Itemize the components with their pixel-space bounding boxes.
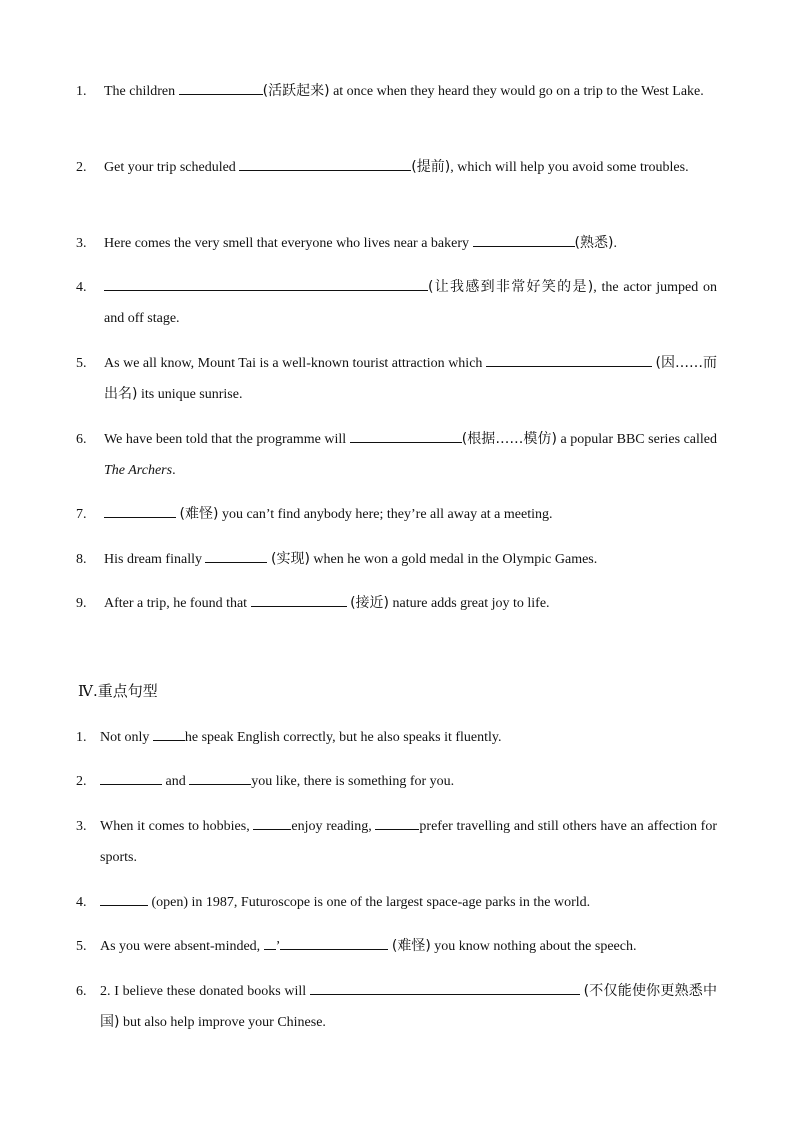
item-suffix: at once when they heard they would go on a trip to the West Lake. — [333, 84, 704, 99]
item-text — [100, 931, 717, 962]
item-suffix: when he won a gold medal in the Olympic Games. — [313, 552, 598, 567]
answer-blank[interactable] — [280, 935, 388, 950]
item-number: 6. — [76, 984, 87, 999]
chinese-hint: (让我感到非常好笑的是) — [428, 279, 594, 295]
item-prefix: Here comes the very smell that everyone who lives near a bakery — [104, 236, 470, 251]
item-number: 1. — [76, 730, 87, 745]
answer-blank[interactable] — [253, 815, 291, 830]
chinese-hint: (活跃起来) — [262, 83, 330, 99]
chinese-hint: (接近) — [350, 595, 389, 611]
item-text — [104, 228, 717, 259]
item-number: 8. — [76, 552, 87, 567]
item-suffix: , which will help you avoid some troubles. — [450, 160, 689, 175]
answer-blank[interactable] — [239, 156, 411, 171]
item-text — [100, 976, 717, 1038]
item-number: 2. — [76, 774, 87, 789]
item-suffix: . — [613, 236, 617, 251]
answer-blank[interactable] — [486, 352, 652, 367]
item-number: 5. — [76, 939, 87, 954]
item-suffix: , the actor jumped on and off stage. — [104, 280, 717, 326]
answer-blank[interactable] — [473, 232, 575, 247]
item-number: 3. — [76, 819, 87, 834]
item-text — [100, 722, 717, 753]
item-prefix: After a trip, he found that — [104, 596, 248, 611]
chinese-hint: (不仅能使你更熟悉中国) — [100, 983, 718, 1030]
section-numeral: Ⅳ — [78, 684, 93, 700]
answer-blank[interactable] — [310, 980, 580, 995]
answer-blank[interactable] — [153, 726, 185, 741]
item-text — [104, 544, 717, 575]
item-number: 4. — [76, 895, 87, 910]
item-number: 3. — [76, 236, 87, 251]
item-number: 5. — [76, 356, 87, 371]
chinese-hint: (难怪) — [179, 506, 219, 522]
chinese-hint: (实现) — [270, 551, 310, 567]
answer-blank[interactable] — [179, 80, 263, 95]
section-heading — [78, 676, 158, 707]
item-prefix: When it comes to hobbies, — [100, 819, 250, 834]
item-prefix: Get your trip scheduled — [104, 160, 236, 175]
item-prefix: 2. I believe these donated books will — [100, 984, 307, 999]
answer-blank[interactable] — [264, 935, 276, 950]
item-text — [104, 499, 717, 530]
item-text — [104, 272, 717, 334]
item-suffix: you know nothing about the speech. — [434, 939, 637, 954]
item-text — [104, 424, 717, 486]
item-prefix: We have been told that the programme will — [104, 432, 347, 447]
answer-blank[interactable] — [251, 592, 347, 607]
item-text — [100, 811, 717, 873]
item-prefix: As we all know, Mount Tai is a well-known tourist attraction which — [104, 356, 483, 371]
item-text — [104, 76, 717, 107]
apostrophe-mark: ’ — [275, 939, 281, 954]
answer-blank[interactable] — [104, 276, 428, 291]
series-title: The Archers — [104, 463, 173, 478]
chinese-hint: (提前) — [411, 159, 451, 175]
answer-blank[interactable] — [350, 428, 462, 443]
chinese-hint: (难怪) — [391, 938, 431, 954]
section-title: .重点句型 — [93, 682, 158, 700]
item-suffix: its unique sunrise. — [140, 387, 243, 402]
item-suffix: you like, there is something for you. — [251, 774, 455, 789]
item-number: 9. — [76, 596, 87, 611]
item-middle: and — [165, 774, 186, 789]
item-number: 2. — [76, 160, 87, 175]
answer-blank[interactable] — [189, 770, 251, 785]
item-prefix: The children — [104, 84, 176, 99]
answer-blank[interactable] — [100, 770, 162, 785]
chinese-hint: (因……而出名) — [104, 355, 718, 402]
answer-blank[interactable] — [100, 891, 148, 906]
chinese-hint: (根据……模仿) — [461, 431, 557, 447]
item-end: . — [172, 463, 176, 478]
item-text — [100, 766, 717, 797]
item-text — [104, 152, 717, 183]
item-suffix: (open) in 1987, Futuroscope is one of the largest space-age parks in the world. — [151, 895, 591, 910]
item-text — [100, 887, 717, 918]
item-suffix: prefer travelling and still others have an affection for sports. — [100, 819, 717, 865]
item-suffix: but also help improve your Chinese. — [122, 1015, 326, 1030]
item-number: 6. — [76, 432, 87, 447]
item-suffix: nature adds great joy to life. — [392, 596, 550, 611]
item-number: 1. — [76, 84, 87, 99]
answer-blank[interactable] — [104, 503, 176, 518]
item-text — [104, 348, 717, 410]
item-number: 4. — [76, 280, 87, 295]
answer-blank[interactable] — [375, 815, 419, 830]
item-prefix: As you were absent-minded, — [100, 939, 261, 954]
item-prefix: His dream finally — [104, 552, 202, 567]
item-suffix: a popular BBC series called — [560, 432, 718, 447]
item-middle: enjoy reading, — [291, 819, 372, 834]
item-prefix: Not only — [100, 730, 150, 745]
item-text — [104, 588, 717, 619]
item-number: 7. — [76, 507, 87, 522]
item-suffix: he speak English correctly, but he also speaks it fluently. — [184, 730, 502, 745]
item-suffix: you can’t find anybody here; they’re all away at a meeting. — [221, 507, 553, 522]
answer-blank[interactable] — [205, 548, 267, 563]
chinese-hint: (熟悉) — [574, 235, 614, 251]
